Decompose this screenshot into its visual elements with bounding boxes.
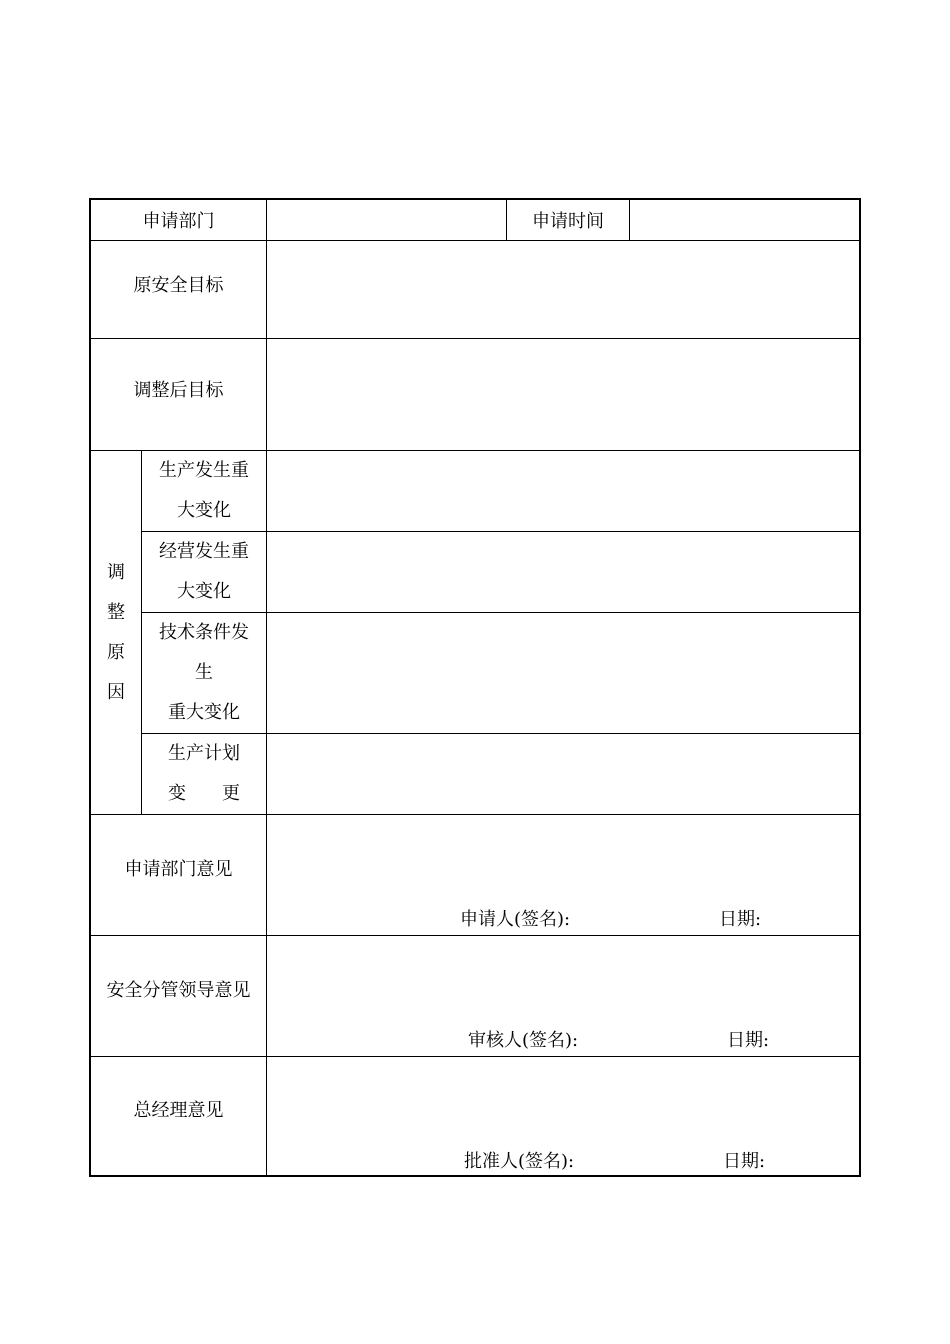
adjusted-target-label: 调整后目标 (133, 379, 224, 401)
label-line: 变 更 (168, 783, 240, 804)
reason-char: 调 (107, 561, 125, 583)
adjusted-target-input[interactable] (267, 339, 859, 450)
label-line: 生 (195, 662, 213, 683)
reason-plan-change-input[interactable] (267, 734, 859, 814)
dept-opinion-label: 申请部门意见 (124, 859, 233, 880)
label-line: 重大变化 (168, 702, 240, 723)
reason-business-change-label (142, 532, 266, 612)
reason-group-label (91, 451, 141, 814)
dept-input[interactable] (267, 200, 506, 240)
gm-opinion-date: 日期: (723, 1151, 766, 1172)
reason-tech-change-input[interactable] (267, 613, 859, 733)
time-input[interactable] (630, 200, 859, 240)
adjustment-application-form (89, 198, 861, 1177)
dept-opinion-signer: 申请人(签名): (460, 909, 571, 930)
gm-opinion-label: 总经理意见 (133, 1100, 224, 1121)
safety-leader-opinion-label: 安全分管领导意见 (106, 980, 251, 1001)
label-line: 大变化 (177, 500, 231, 521)
label-line: 大变化 (177, 581, 231, 602)
reason-plan-change-label (142, 734, 266, 814)
reason-tech-change-label (142, 613, 266, 733)
gm-opinion-signer: 批准人(签名): (464, 1151, 575, 1172)
time-label: 申请时间 (532, 211, 604, 232)
reason-production-change-label (142, 451, 266, 531)
original-target-input[interactable] (267, 241, 859, 338)
label-line: 技术条件发 (159, 622, 249, 643)
original-target-label: 原安全目标 (133, 274, 224, 296)
safety-leader-opinion-date: 日期: (727, 1030, 770, 1051)
reason-business-change-input[interactable] (267, 532, 859, 612)
dept-opinion-date: 日期: (719, 909, 762, 930)
safety-leader-opinion-signer: 审核人(签名): (468, 1030, 579, 1051)
label-line: 经营发生重 (159, 541, 249, 562)
label-line: 生产计划 (168, 743, 240, 764)
dept-label: 申请部门 (142, 211, 215, 232)
reason-production-change-input[interactable] (267, 451, 859, 531)
reason-char: 原 (107, 641, 125, 663)
label-line: 生产发生重 (159, 460, 249, 481)
reason-char: 整 (107, 601, 125, 623)
reason-char: 因 (107, 681, 125, 703)
